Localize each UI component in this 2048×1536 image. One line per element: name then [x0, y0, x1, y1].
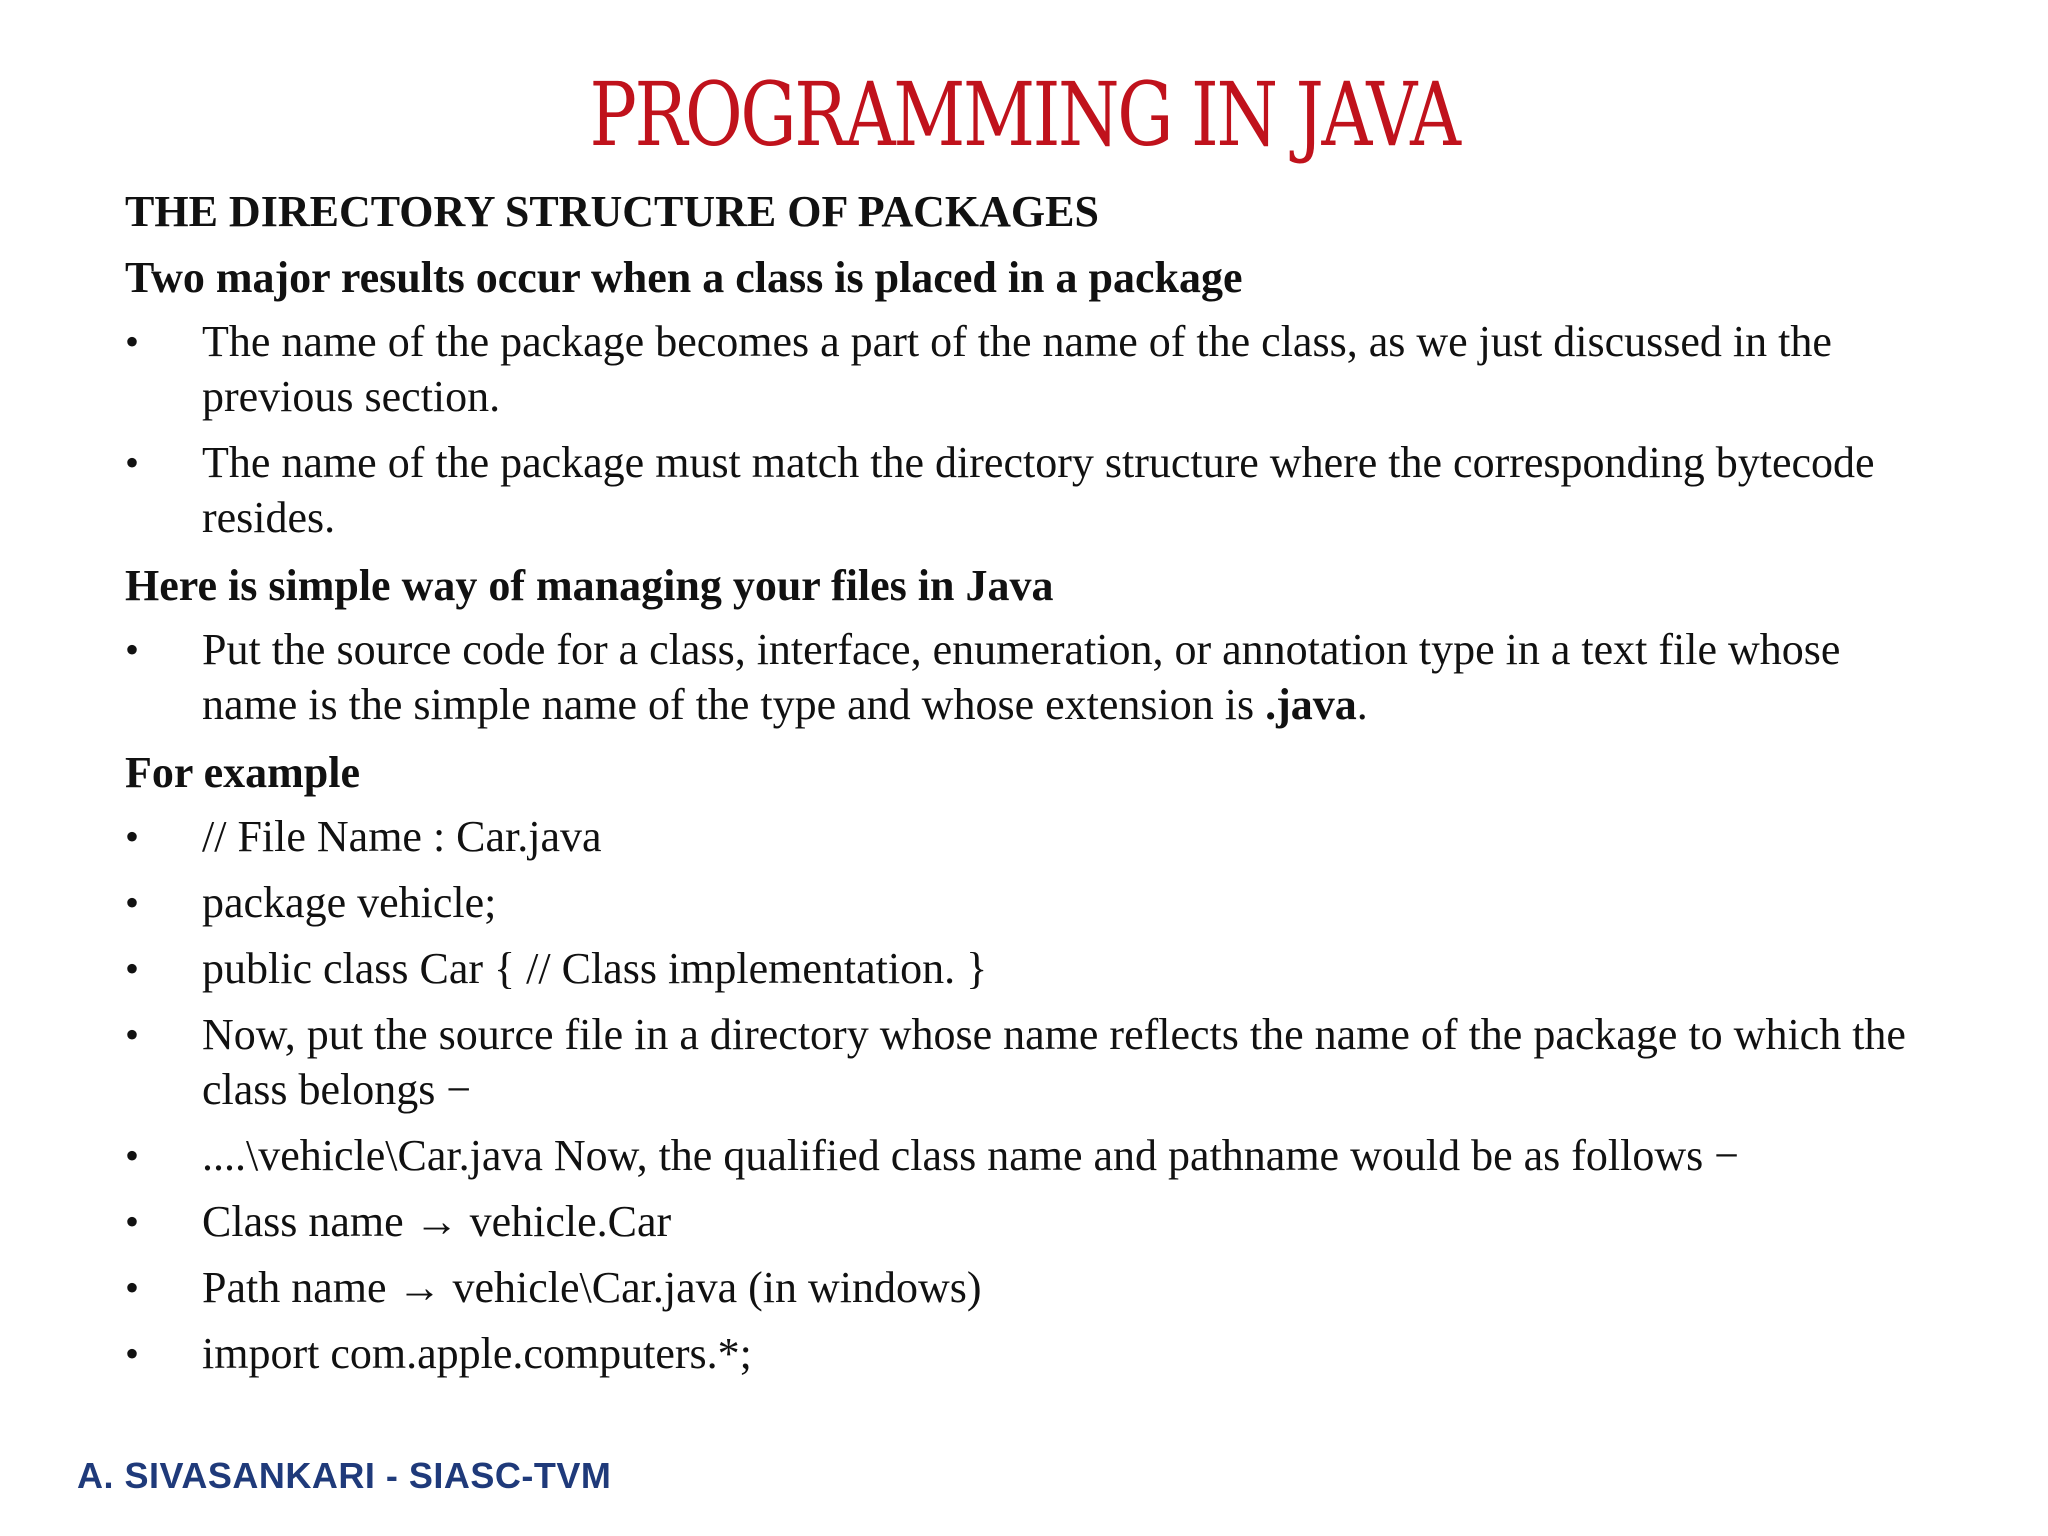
list-item-text: Put the source code for a class, interface, enumeration, or annotation type in a text file whose name is the simple name of the type and whose extension is [202, 625, 1841, 729]
section-heading-example: For example [125, 748, 361, 797]
list-item-text: package vehicle; [202, 878, 497, 927]
list-item-text: The name of the package becomes a part of the name of the class, as we just discussed in the previous section. [202, 317, 1832, 421]
list-item [125, 809, 1945, 864]
section-heading-major-results: Two major results occur when a class is placed in a package [125, 253, 1243, 302]
list-item [125, 1260, 1945, 1315]
bullet-icon: • [125, 946, 140, 991]
bullet-icon: • [125, 1331, 140, 1376]
bullet-icon: • [125, 627, 140, 672]
list-item [125, 1194, 1945, 1249]
list-item [125, 1326, 1945, 1381]
list-item [125, 435, 1945, 545]
bullet-icon: • [125, 319, 140, 364]
bullet-icon: • [125, 1199, 140, 1244]
list-item [125, 314, 1945, 424]
section-heading-managing-files: Here is simple way of managing your files in Java [125, 561, 1054, 610]
list-item-text: import com.apple.computers.*; [202, 1329, 752, 1378]
list-item [125, 941, 1945, 996]
bullet-icon: • [125, 814, 140, 859]
bullet-icon: • [125, 880, 140, 925]
bullet-icon: • [125, 1133, 140, 1178]
list-item-text: public class Car { // Class implementation. } [202, 944, 988, 993]
bullet-icon: • [125, 440, 140, 485]
author-footer: A. SIVASANKARI - SIASC-TVM [77, 1455, 612, 1496]
file-extension-text: .java [1265, 680, 1357, 729]
slide-content [125, 182, 1945, 1392]
list-item-text-end: . [1356, 680, 1368, 729]
list-item [125, 875, 1945, 930]
list-item-text: ....\vehicle\Car.java Now, the qualified class name and pathname would be as follows − [202, 1131, 1740, 1180]
bullet-icon: • [125, 1012, 140, 1057]
list-item-text: Now, put the source file in a directory whose name reflects the name of the package to which the class belongs − [202, 1010, 1906, 1114]
managing-list [125, 622, 1945, 732]
list-item-text: Path name → vehicle\Car.java (in windows) [202, 1263, 982, 1312]
results-list [125, 314, 1945, 545]
list-item-text: Class name → vehicle.Car [202, 1197, 672, 1246]
list-item [125, 1128, 1945, 1183]
section-heading-directory-structure: THE DIRECTORY STRUCTURE OF PACKAGES [125, 187, 1099, 236]
list-item-text: The name of the package must match the directory structure where the corresponding bytecode resides. [202, 438, 1875, 542]
bullet-icon: • [125, 1265, 140, 1310]
list-item [125, 622, 1945, 732]
list-item [125, 1007, 1945, 1117]
examples-list [125, 809, 1945, 1381]
list-item-text: // File Name : Car.java [202, 812, 602, 861]
slide-title: PROGRAMMING IN JAVA [589, 63, 1459, 166]
